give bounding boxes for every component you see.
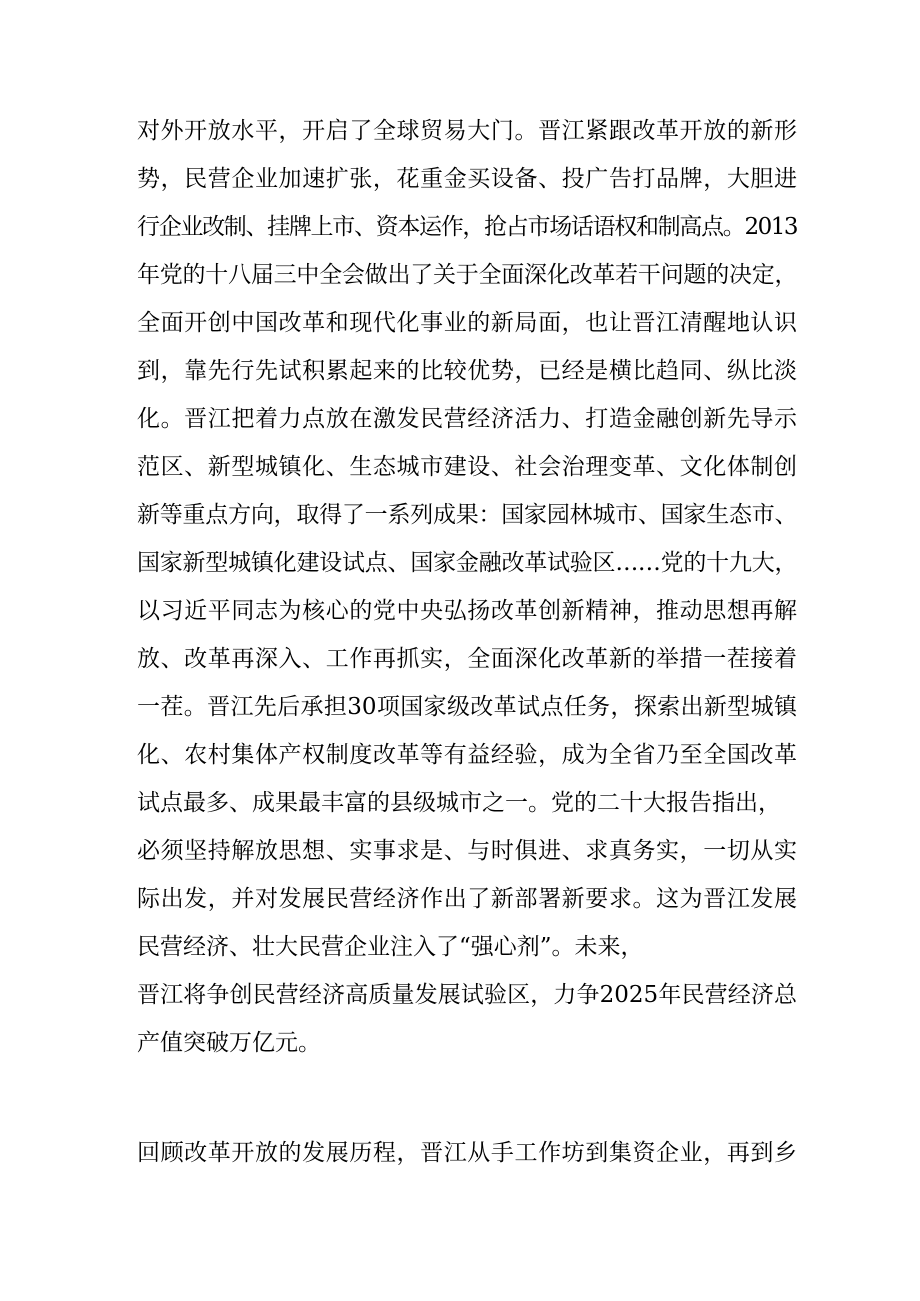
text-line: 民营经济、壮大民营企业注入了“强心剂”。未来，	[137, 934, 644, 960]
text-line: 势，民营企业加速扩张，花重金买设备、投广告打品牌，大胆进	[137, 166, 797, 192]
text-line: 产值突破万亿元。	[137, 1030, 321, 1056]
text-line: 际出发，并对发展民营经济作出了新部署新要求。这为晋江发展	[137, 886, 797, 912]
text-line: 对外开放水平，开启了全球贸易大门。晋江紧跟改革开放的新形	[137, 118, 797, 144]
text-line: 放、改革再深入、工作再抓实，全面深化改革新的举措一茬接着	[137, 646, 797, 672]
text-line: 一茬。晋江先后承担30项国家级改革试点任务，探索出新型城镇	[137, 694, 797, 720]
text-line: 以习近平同志为核心的党中央弘扬改革创新精神，推动思想再解	[137, 598, 797, 624]
text-line: 范区、新型城镇化、生态城市建设、社会治理变革、文化体制创	[137, 454, 797, 480]
text-line: 化。晋江把着力点放在激发民营经济活力、打造金融创新先导示	[137, 406, 797, 432]
text-line: 回顾改革开放的发展历程，晋江从手工作坊到集资企业，再到乡	[137, 1140, 797, 1166]
text-line: 试点最多、成果最丰富的县级城市之一。党的二十大报告指出，	[137, 790, 781, 816]
text-line: 晋江将争创民营经济高质量发展试验区，力争2025年民营经济总	[137, 982, 797, 1008]
text-line: 必须坚持解放思想、实事求是、与时俱进、求真务实，一切从实	[137, 838, 797, 864]
text-line: 国家新型城镇化建设试点、国家金融改革试验区……党的十九大，	[137, 550, 797, 576]
text-line: 行企业改制、挂牌上市、资本运作，抢占市场话语权和制高点。2013	[137, 214, 797, 240]
text-line: 全面开创中国改革和现代化事业的新局面，也让晋江清醒地认识	[137, 310, 797, 336]
text-line: 化、农村集体产权制度改革等有益经验，成为全省乃至全国改革	[137, 742, 797, 768]
text-line: 新等重点方向，取得了一系列成果：国家园林城市、国家生态市、	[137, 502, 797, 528]
text-line: 年党的十八届三中全会做出了关于全面深化改革若干问题的决定，	[137, 262, 797, 288]
text-line: 到，靠先行先试积累起来的比较优势，已经是横比趋同、纵比淡	[137, 358, 797, 384]
